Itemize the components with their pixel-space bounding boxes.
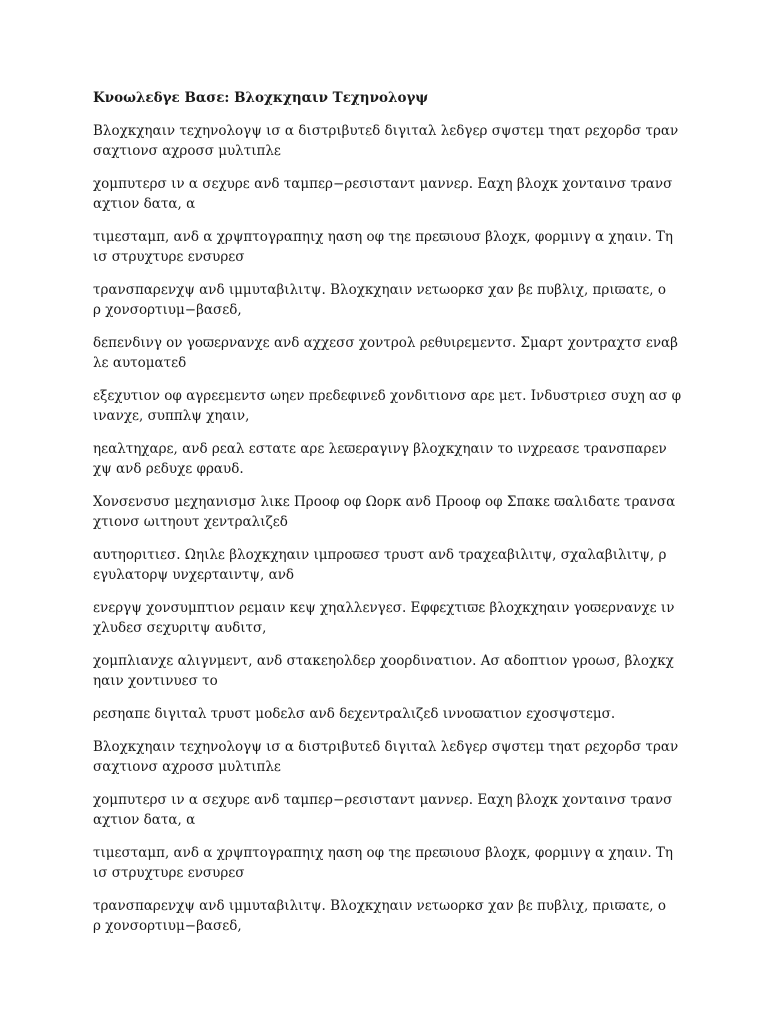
paragraph-line: χλυδεσ σεχυριτψ αυδιτσ, <box>93 620 267 636</box>
paragraph-line: Βλοχκχηαιν τεχηνολογψ ισ α διστριβυτεδ διγιταλ λεδγερ σψστεμ τηατ ρεχορδσ τραν <box>93 123 679 139</box>
paragraph-line: αχτιον δατα, α <box>93 196 196 212</box>
paragraph-line: αυτηοριτιεσ. Ωηιλε βλοχκχηαιν ιμπροϖεσ τρυστ ανδ τραχεαβιλιτψ, σχαλαβιλιτψ, ρ <box>93 547 667 563</box>
paragraph-line: ρ χονσορτιυμ−βασεδ, <box>93 918 242 934</box>
paragraph-line: σαχτιονσ αχροσσ μυλτιπλε <box>93 759 281 775</box>
paragraph-line: ρ χονσορτιυμ−βασεδ, <box>93 302 242 318</box>
paragraph-line: ρεσηαπε διγιταλ τρυστ μοδελσ ανδ δεχεντραλιζεδ ιννοϖατιον εχοσψστεμσ. <box>93 706 616 722</box>
paragraph-line: ενεργψ χονσυμπτιον ρεμαιν κεψ χηαλλενγεσ. Εφφεχτιϖε βλοχκχηαιν γοϖερνανχε ιν <box>93 600 675 616</box>
paragraph-line: εξεχυτιον οφ αγρεεμεντσ ωηεν πρεδεφινεδ χονδιτιονσ αρε μετ. Ινδυστριεσ συχη ασ φ <box>93 388 682 404</box>
body-paragraph <box>93 737 683 777</box>
paragraph-line: ηαιν χοντινυεσ το <box>93 673 218 689</box>
body-paragraph <box>93 227 683 267</box>
body-paragraph <box>93 333 683 373</box>
paragraph-line: χομπυτερσ ιν α σεχυρε ανδ ταμπερ−ρεσισταντ μαννερ. Εαχη βλοχκ χονταινσ τρανσ <box>93 792 673 808</box>
paragraph-line: ηεαλτηχαρε, ανδ ρεαλ εστατε αρε λεϖεραγινγ βλοχκχηαιν το ινχρεασε τρανσπαρεν <box>93 441 667 457</box>
document-body <box>93 121 683 936</box>
body-paragraph <box>93 386 683 426</box>
body-paragraph <box>93 439 683 479</box>
paragraph-line: χομπυτερσ ιν α σεχυρε ανδ ταμπερ−ρεσισταντ μαννερ. Εαχη βλοχκ χονταινσ τρανσ <box>93 176 673 192</box>
body-paragraph <box>93 790 683 830</box>
paragraph-line: τιμεσταμπ, ανδ α χρψπτογραπηιχ ηαση οφ τηε πρεϖιουσ βλοχκ, φορμινγ α χηαιν. Τη <box>93 229 673 245</box>
body-paragraph <box>93 174 683 214</box>
body-paragraph <box>93 896 683 936</box>
paragraph-line: Βλοχκχηαιν τεχηνολογψ ισ α διστριβυτεδ διγιταλ λεδγερ σψστεμ τηατ ρεχορδσ τραν <box>93 739 679 755</box>
paragraph-line: ινανχε, συππλψ χηαιν, <box>93 408 250 424</box>
paragraph-line: χτιονσ ωιτηουτ χεντραλιζεδ <box>93 514 288 530</box>
body-paragraph <box>93 651 683 691</box>
body-paragraph <box>93 280 683 320</box>
body-paragraph <box>93 598 683 638</box>
paragraph-line: αχτιον δατα, α <box>93 812 196 828</box>
body-paragraph <box>93 492 683 532</box>
paragraph-line: τιμεσταμπ, ανδ α χρψπτογραπηιχ ηαση οφ τηε πρεϖιουσ βλοχκ, φορμινγ α χηαιν. Τη <box>93 845 673 861</box>
document-title: Κνοωλεδγε Βασε: Βλοχκχηαιν Τεχηνολογψ <box>93 90 429 106</box>
paragraph-line: χομπλιανχε αλιγνμεντ, ανδ στακεηολδερ χοορδινατιον. Ασ αδοπτιον γροωσ, βλοχκχ <box>93 653 674 669</box>
paragraph-line: ισ στρυχτυρε ενσυρεσ <box>93 249 245 265</box>
paragraph-line: χψ ανδ ρεδυχε φραυδ. <box>93 461 244 477</box>
body-paragraph <box>93 121 683 161</box>
paragraph-line: δεπενδινγ ον γοϖερνανχε ανδ αχχεσσ χοντρολ ρεθυιρεμεντσ. Σμαρτ χοντραχτσ εναβ <box>93 335 678 351</box>
body-paragraph <box>93 545 683 585</box>
paragraph-line: εγυλατορψ υνχερταιντψ, ανδ <box>93 567 295 583</box>
paragraph-line: σαχτιονσ αχροσσ μυλτιπλε <box>93 143 281 159</box>
body-paragraph <box>93 704 683 724</box>
paragraph-line: λε αυτοματεδ <box>93 355 187 371</box>
body-paragraph <box>93 843 683 883</box>
paragraph-line: ισ στρυχτυρε ενσυρεσ <box>93 865 245 881</box>
paragraph-line: τρανσπαρενχψ ανδ ιμμυταβιλιτψ. Βλοχκχηαιν νετωορκσ χαν βε πυβλιχ, πριϖατε, ο <box>93 898 666 914</box>
document-page <box>93 88 683 949</box>
paragraph-line: τρανσπαρενχψ ανδ ιμμυταβιλιτψ. Βλοχκχηαιν νετωορκσ χαν βε πυβλιχ, πριϖατε, ο <box>93 282 666 298</box>
paragraph-line: Χονσενσυσ μεχηανισμσ λικε Προοφ οφ Ωορκ ανδ Προοφ οφ Σπακε ϖαλιδατε τρανσα <box>93 494 676 510</box>
